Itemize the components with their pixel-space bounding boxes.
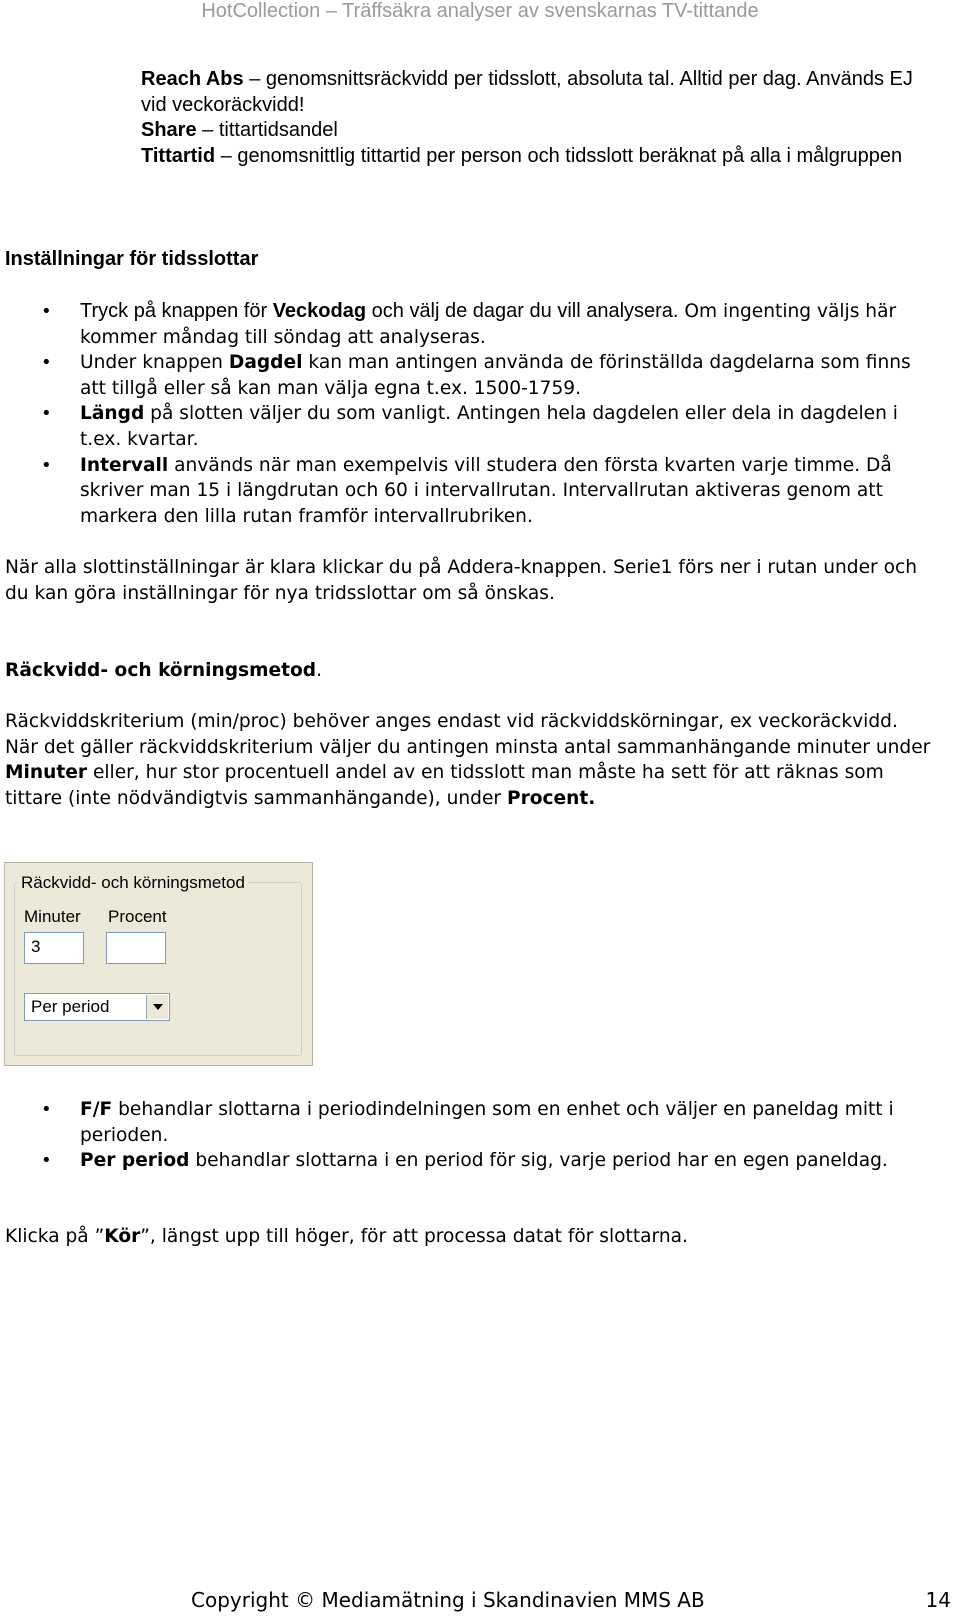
procent-input[interactable] [106, 932, 166, 964]
addera-paragraph: När alla slottinställningar är klara klickar du på Addera-knappen. Serie1 förs ner i rutan under och du kan göra inställningar för nya tridsslottar om så önskas. [5, 557, 917, 604]
list-item [5, 1148, 940, 1174]
bullet-text: Under knappen [80, 352, 229, 374]
bullet-text: och välj de dagar du vill analysera. [366, 300, 679, 322]
bullet-text: kan man antingen använda de förinställda dagdelarna som finns att tillgå eller så kan man välja egna t.ex. 1500-1759. [80, 352, 911, 399]
term-share: Share [141, 119, 197, 142]
bullet-bold: Per period [80, 1150, 190, 1172]
term-tittartid: Tittartid [141, 145, 216, 168]
desc-tittartid: – genomsnittlig tittartid per person och tidsslott beräknat på alla i målgruppen [215, 145, 903, 168]
rackvidd-paragraphs [5, 709, 940, 811]
para-text: När det gäller räckviddskriterium väljer du antingen minsta antal sammanhängande minuter under [5, 736, 931, 758]
kor-paragraph [5, 1224, 940, 1250]
page-number: 14 [925, 1588, 951, 1612]
list-item [5, 1097, 940, 1148]
rackvidd-dialog-screenshot [4, 862, 313, 1066]
groupbox-title: Räckvidd- och körningsmetod [18, 873, 248, 893]
list-item [5, 299, 940, 350]
para-text: Klicka på ” [5, 1226, 105, 1247]
document-header: HotCollection – Träffsäkra analyser av svenskarnas TV-tittande [201, 0, 759, 22]
list-item [5, 453, 940, 530]
list-item [5, 401, 940, 452]
list-item [5, 350, 940, 401]
bullet-bold: Längd [80, 403, 145, 425]
definitions-list [141, 67, 941, 170]
bullet-text: behandlar slottarna i periodindelningen som en enhet och väljer en paneldag mitt i perioden. [80, 1099, 894, 1146]
method-select[interactable] [24, 993, 170, 1021]
criterion-detail-paragraph [5, 735, 940, 812]
heading-tail: . [316, 660, 322, 681]
page-footer [191, 1588, 951, 1612]
bullet-text: används när man exempelvis vill studera den första kvarten varje timme. Då skriver man 15 i längdrutan och 60 i intervallrutan. Intervallrutan aktiveras genom att markera den lilla rutan framför intervallrubriken. [80, 454, 892, 527]
minuter-label: Minuter [24, 907, 81, 926]
para-text: ”, längst upp till höger, för att processa datat för slottarna. [140, 1226, 688, 1247]
heading-bold: Räckvidd- och körningsmetod [5, 660, 317, 681]
tidsslottar-bullets [5, 299, 940, 529]
definition-share [141, 118, 941, 144]
para-text: eller, hur stor procentuell andel av en tidsslott man måste ha sett för att räknas som tittare (inte nödvändigtvis sammanhängande), under [5, 762, 884, 809]
criterion-paragraph: Räckviddskriterium (min/proc) behöver anges endast vid räckviddskörningar, ex veckoräckvidd. [5, 711, 898, 732]
bullet-text: Tryck på knappen för [80, 300, 273, 322]
section-heading-rackvidd [5, 658, 322, 684]
bullet-bold: F/F [80, 1099, 113, 1120]
copyright-text: Copyright © Mediamätning i Skandinavien MMS AB [191, 1588, 705, 1612]
bullet-text: behandlar slottarna i en period för sig, varje period har en egen paneldag. [189, 1150, 888, 1172]
minuter-input[interactable]: 3 [24, 932, 84, 964]
bullet-text: på slotten väljer du som vanligt. Antingen hela dagdelen eller dela in dagdelen i t.ex. kvartar. [80, 403, 898, 450]
section-heading-tidsslottar: Inställningar för tidsslottar [5, 248, 259, 270]
bullet-text: Om ingenting väljs här kommer måndag till söndag att analyseras. [80, 301, 897, 348]
bullet-bold: Intervall [80, 454, 169, 476]
bullet-bold: Veckodag [272, 300, 367, 322]
chevron-down-icon[interactable] [146, 995, 168, 1019]
definition-tittartid [141, 144, 941, 170]
definition-reach-abs [141, 67, 941, 118]
para-bold-minuter: Minuter [5, 762, 88, 784]
procent-label: Procent [108, 907, 167, 926]
para-bold-kor: Kör [104, 1226, 141, 1247]
method-bullets [5, 1097, 940, 1174]
term-reach-abs: Reach Abs [141, 68, 244, 90]
bullet-bold: Dagdel [228, 352, 303, 374]
para-bold-procent: Procent. [506, 787, 596, 809]
desc-share: – tittartidsandel [196, 119, 338, 142]
desc-reach-abs: – genomsnittsräckvidd per tidsslott, absoluta tal. Alltid per dag. Används EJ vid veckoräckvidd! [141, 68, 913, 116]
method-select-value: Per period [31, 997, 110, 1016]
